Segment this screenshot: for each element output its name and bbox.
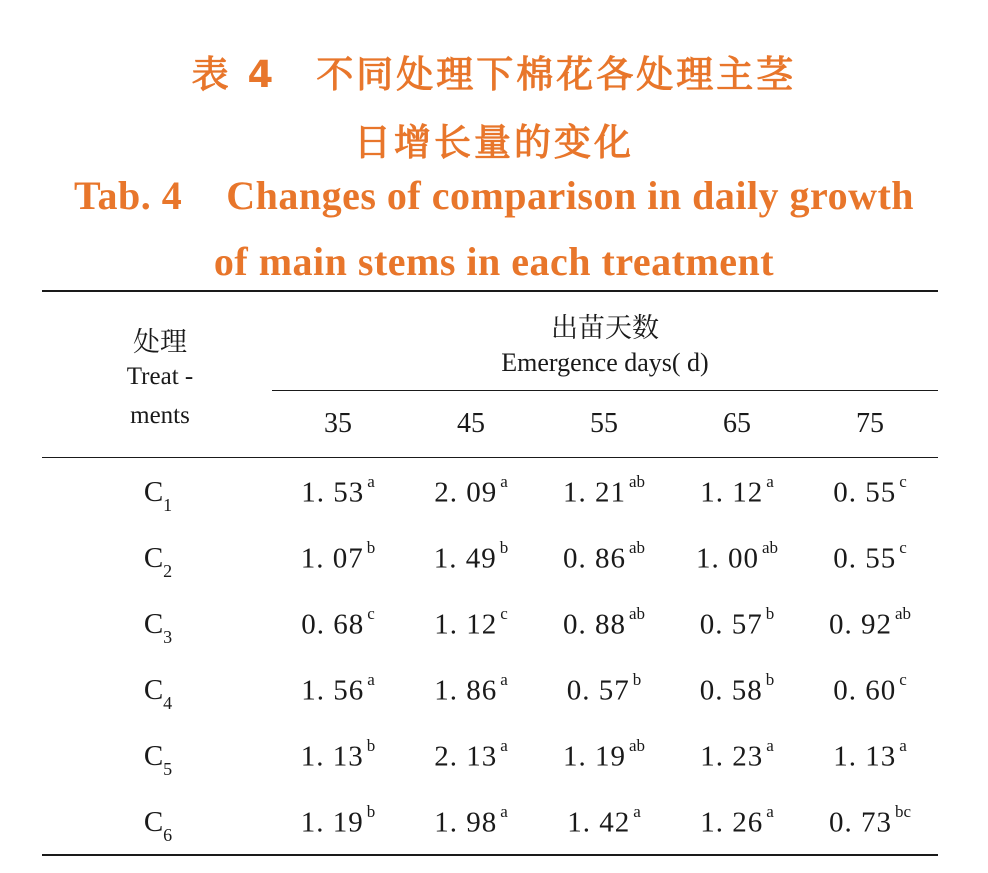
treatment-subscript: 5 [163, 758, 173, 779]
table-cell [534, 538, 674, 576]
treatment-subscript: 2 [163, 560, 173, 581]
significance-letter: ab [761, 538, 779, 557]
table-cell [534, 802, 674, 840]
significance-letter: c [899, 538, 907, 557]
header-treatment-english-line1: Treat - [126, 363, 194, 390]
header-sub-rule [272, 390, 938, 391]
table-cell [268, 802, 408, 840]
treatment-label [98, 476, 218, 513]
significance-letter: a [500, 670, 508, 689]
significance-letter: c [899, 670, 907, 689]
significance-letter: b [499, 538, 509, 557]
day-header: 55 [590, 408, 618, 439]
table-cell [401, 472, 541, 510]
cell-value: 0. 57 [566, 674, 630, 707]
cell-value: 1. 49 [433, 542, 497, 575]
significance-letter: ab [894, 604, 912, 623]
table-title-chinese-line2: 日增长量的变化 [354, 121, 634, 164]
treatment-label [98, 740, 218, 777]
cell-value: 0. 57 [699, 608, 763, 641]
cell-value: 0. 92 [828, 608, 892, 641]
table-cell [268, 472, 408, 510]
table-cell [268, 538, 408, 576]
cell-value: 1. 26 [700, 806, 764, 839]
significance-letter: b [632, 670, 642, 689]
cell-value: 2. 13 [434, 740, 498, 773]
significance-letter: ab [628, 604, 646, 623]
table-title-english-text: Changes of comparison in daily growth [226, 173, 915, 218]
table-cell [800, 604, 940, 642]
cell-value: 2. 09 [434, 476, 498, 509]
cell-value: 1. 12 [700, 476, 764, 509]
table-cell [268, 736, 408, 774]
table-cell [534, 736, 674, 774]
table-cell [800, 538, 940, 576]
table-top-rule [42, 290, 938, 292]
significance-letter: a [766, 802, 774, 821]
cell-value: 0. 86 [562, 542, 626, 575]
significance-letter: c [500, 604, 508, 623]
header-emergence-days-english: Emergence days( d) [501, 348, 709, 377]
treatment-label [98, 608, 218, 645]
significance-letter: b [765, 604, 775, 623]
table-label-chinese: 表 4 [191, 53, 277, 96]
significance-letter: c [899, 472, 907, 491]
treatment-letter: C [143, 806, 164, 838]
table-cell [534, 670, 674, 708]
table-cell [800, 472, 940, 510]
table-cell [401, 538, 541, 576]
day-header: 35 [324, 408, 352, 439]
table-cell [667, 736, 807, 774]
table-cell [534, 604, 674, 642]
table-cell [268, 604, 408, 642]
cell-value: 1. 42 [567, 806, 631, 839]
cell-value: 0. 73 [828, 806, 892, 839]
day-header: 75 [856, 408, 884, 439]
table-title-english-line1 [0, 172, 988, 219]
cell-value: 1. 13 [300, 740, 364, 773]
table-bottom-rule [42, 854, 938, 856]
cell-value: 1. 21 [562, 476, 626, 509]
treatment-subscript: 1 [163, 494, 173, 515]
cell-value: 1. 19 [562, 740, 626, 773]
day-header: 45 [457, 408, 485, 439]
header-emergence-days-chinese: 出苗天数 [551, 313, 659, 344]
treatment-subscript: 6 [163, 824, 173, 845]
cell-value: 1. 13 [833, 740, 897, 773]
table-title-chinese-text: 不同处理下棉花各处理主茎 [316, 53, 797, 96]
table-cell [667, 538, 807, 576]
significance-letter: b [366, 736, 376, 755]
table-cell [800, 670, 940, 708]
table-cell [401, 802, 541, 840]
cell-value: 1. 53 [301, 476, 365, 509]
cell-value: 0. 60 [833, 674, 897, 707]
header-bottom-rule [42, 457, 938, 458]
treatment-label [98, 542, 218, 579]
significance-letter: a [633, 802, 641, 821]
treatment-subscript: 3 [163, 626, 173, 647]
table-cell [401, 670, 541, 708]
significance-letter: a [500, 802, 508, 821]
significance-letter: a [367, 670, 375, 689]
cell-value: 0. 58 [699, 674, 763, 707]
table-cell [800, 736, 940, 774]
significance-letter: ab [628, 538, 646, 557]
table-cell [401, 736, 541, 774]
significance-letter: a [766, 736, 774, 755]
cell-value: 0. 55 [833, 542, 897, 575]
table-title-english-line2: of main stems in each treatment [213, 239, 775, 284]
cell-value: 1. 07 [300, 542, 364, 575]
table-label-english: Tab. 4 [73, 173, 183, 218]
cell-value: 1. 86 [434, 674, 498, 707]
cell-value: 1. 56 [301, 674, 365, 707]
significance-letter: bc [894, 802, 912, 821]
table-cell [401, 604, 541, 642]
significance-letter: ab [628, 472, 646, 491]
significance-letter: a [899, 736, 907, 755]
treatment-letter: C [143, 740, 164, 772]
table-cell [667, 802, 807, 840]
table-cell [667, 472, 807, 510]
treatment-letter: C [143, 476, 164, 508]
cell-value: 0. 55 [833, 476, 897, 509]
significance-letter: c [367, 604, 375, 623]
table-cell [534, 472, 674, 510]
table-cell [667, 670, 807, 708]
significance-letter: b [765, 670, 775, 689]
table-cell [667, 604, 807, 642]
table-title-chinese-line1 [0, 44, 988, 98]
treatment-letter: C [143, 608, 164, 640]
header-treatment-english-line2: ments [130, 402, 190, 429]
cell-value: 0. 68 [301, 608, 365, 641]
cell-value: 1. 19 [300, 806, 364, 839]
significance-letter: b [366, 802, 376, 821]
treatment-letter: C [143, 542, 164, 574]
table-cell [800, 802, 940, 840]
cell-value: 1. 23 [700, 740, 764, 773]
significance-letter: a [766, 472, 774, 491]
treatment-letter: C [143, 674, 164, 706]
significance-letter: ab [628, 736, 646, 755]
treatment-label [98, 674, 218, 711]
treatment-subscript: 4 [163, 692, 173, 713]
cell-value: 1. 12 [434, 608, 498, 641]
cell-value: 0. 88 [562, 608, 626, 641]
significance-letter: a [500, 472, 508, 491]
treatment-label [98, 806, 218, 843]
table-cell [268, 670, 408, 708]
day-header: 65 [723, 408, 751, 439]
significance-letter: a [500, 736, 508, 755]
cell-value: 1. 98 [434, 806, 498, 839]
header-treatment-chinese: 处理 [133, 327, 187, 358]
significance-letter: a [367, 472, 375, 491]
cell-value: 1. 00 [695, 542, 759, 575]
significance-letter: b [366, 538, 376, 557]
